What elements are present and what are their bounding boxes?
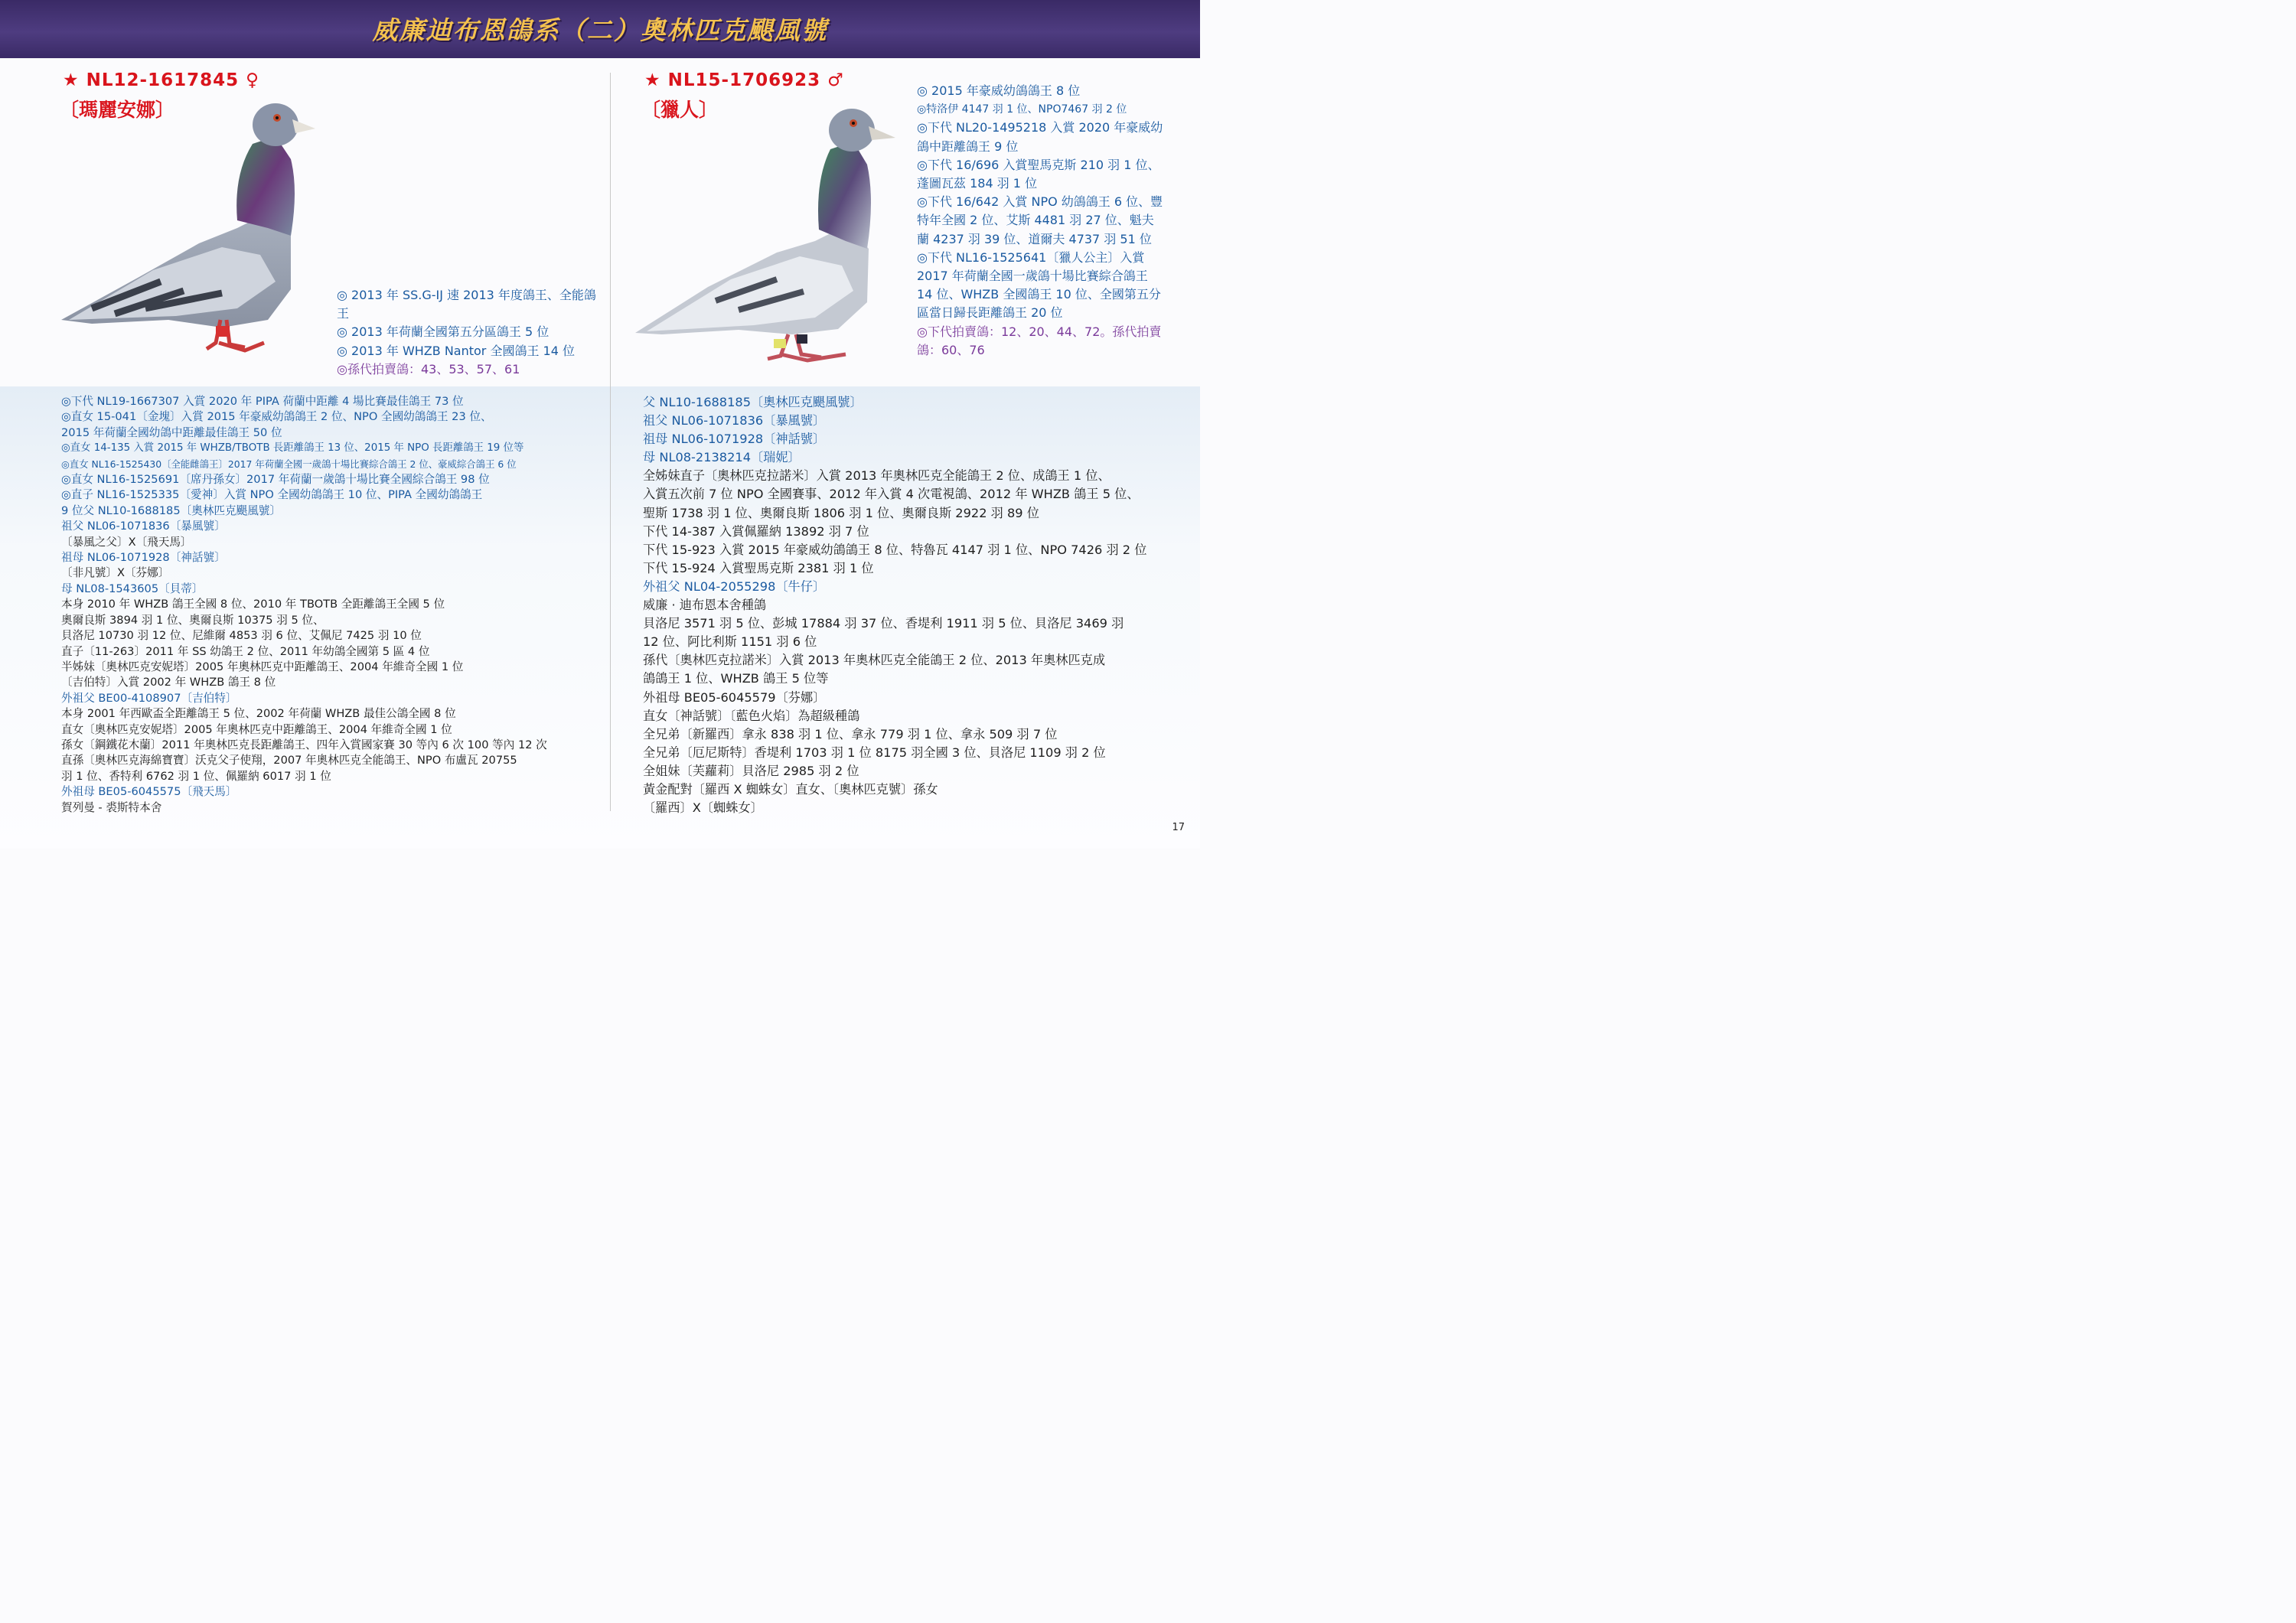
page-title: 威廉迪布恩鴿系（二）奧林匹克颶風號 [372, 15, 828, 45]
pedigree-line: 全姊妹直子〔奧林匹克拉諾米〕入賞 2013 年奧林匹克全能鴿王 2 位、成鴿王 1 位、 [643, 468, 1110, 484]
pedigree-line: 賀列曼 - 裘斯特本舍 [61, 800, 162, 814]
right-bird-name: 〔獵人〕 [641, 99, 719, 121]
left-bird-name: 〔瑪麗安娜〕 [60, 99, 175, 121]
pedigree-line: 母 NL08-2138214〔瑞妮〕 [643, 450, 801, 465]
pedigree-line: 外祖父 NL04-2055298〔牛仔〕 [643, 578, 826, 594]
pedigree-line: 入賞五次前 7 位 NPO 全國賽事、2012 年入賞 4 次電視鴿、2012 年 WHZB 鴿王 5 位、 [643, 487, 1140, 502]
pedigree-line: 直女〔神話號〕〔藍色火焰〕為超級種鴿 [643, 708, 860, 723]
right-achievement-line: ◎特洛伊 4147 羽 1 位、NPO7467 羽 2 位 [917, 103, 1127, 116]
pedigree-line: 直子〔11-263〕2011 年 SS 幼鴿王 2 位、2011 年幼鴿全國第 5 區 4 位 [61, 644, 430, 658]
pedigree-line: 外祖父 BE00-4108907〔吉伯特〕 [61, 691, 237, 705]
pedigree-line: 父 NL10-1688185〔奧林匹克颶風號〕 [643, 395, 863, 409]
pedigree-line: 外祖母 BE05-6045579〔芬娜〕 [643, 689, 826, 705]
pedigree-line: 羽 1 位、香特利 6762 羽 1 位、佩羅納 6017 羽 1 位 [61, 769, 331, 783]
pedigree-line: 〔非凡號〕X〔芬娜〕 [61, 566, 170, 580]
left-auction-line: ◎孫代拍賣鴿：43、53、57、61 [337, 361, 520, 376]
pedigree-line: 鴿鴿王 1 位、WHZB 鴿王 5 位等 [643, 671, 829, 686]
right-auction-line: ◎下代拍賣鴿：12、20、44、72。孫代拍賣鴿：60、76 [917, 324, 1162, 357]
right-achievement-line: ◎下代 16/696 入賞聖馬克斯 210 羽 1 位、蓬圖瓦茲 184 羽 1 位 [917, 157, 1160, 191]
pedigree-line: 下代 15-924 入賞聖馬克斯 2381 羽 1 位 [643, 560, 874, 575]
right-achievement-line: ◎ 2015 年豪威幼鴿鴿王 8 位 [917, 83, 1081, 98]
pedigree-line: 祖父 NL06-1071836〔暴風號〕 [643, 413, 826, 429]
pedigree-line: 貝洛尼 10730 羽 12 位、尼維爾 4853 羽 6 位、艾佩尼 7425 羽 10 位 [61, 629, 422, 643]
pedigree-line: 母 NL08-1543605〔貝蒂〕 [61, 582, 204, 595]
pedigree-line: 半姊妹〔奧林匹克安妮塔〕2005 年奧林匹克中距離鴿王、2004 年維奇全國 1 位 [61, 660, 464, 673]
pedigree-line: ◎直女 NL16-1525430〔全能雌鴿王〕2017 年荷蘭全國一歲鴿十場比賽綜合鴿王 2 位、豪威綜合鴿王 6 位 [61, 458, 517, 470]
pedigree-line: ◎下代 NL19-1667307 入賞 2020 年 PIPA 荷蘭中距離 4 場比賽最佳鴿王 73 位 [61, 395, 464, 408]
pedigree-line: 本身 2010 年 WHZB 鴿王全國 8 位、2010 年 TBOTB 全距離鴿王全國 5 位 [61, 598, 445, 611]
pedigree-line: 9 位父 NL10-1688185〔奧林匹克颶風號〕 [61, 504, 281, 517]
pedigree-line: 黃金配對〔羅西 X 蜘蛛女〕直女、〔奧林匹克號〕孫女 [643, 781, 938, 797]
pedigree-line: 全兄弟〔新羅西〕拿永 838 羽 1 位、拿永 779 羽 1 位、拿永 509 羽 7 位 [643, 726, 1058, 741]
pedigree-line: 貝洛尼 3571 羽 5 位、彭城 17884 羽 37 位、香堤利 1911 羽 5 位、貝洛尼 3469 羽 [643, 616, 1124, 631]
pedigree-line: 12 位、阿比利斯 1151 羽 6 位 [643, 634, 817, 650]
pedigree-line: 直女〔奧林匹克安妮塔〕2005 年奧林匹克中距離鴿王、2004 年維奇全國 1 位 [61, 722, 452, 736]
pedigree-line: ◎直女 14-135 入賞 2015 年 WHZB/TBOTB 長距離鴿王 13 位、2015 年 NPO 長距離鴿王 19 位等 [61, 442, 524, 455]
left-achievements [337, 286, 601, 379]
pedigree-line: 孫女〔鋼鐵花木蘭〕2011 年奧林匹克長距離鴿王、四年入賞國家賽 30 等內 6 次 100 等內 12 次 [61, 738, 547, 751]
pedigree-line: 下代 15-923 入賞 2015 年豪威幼鴿鴿王 8 位、特魯瓦 4147 羽 1 位、NPO 7426 羽 2 位 [643, 542, 1147, 557]
pedigree-line: 祖母 NL06-1071928〔神話號〕 [643, 432, 826, 447]
left-pedigree [61, 394, 597, 816]
left-achievement-line: ◎ 2013 年荷蘭全國第五分區鴿王 5 位 [337, 324, 550, 340]
pedigree-line: 孫代〔奧林匹克拉諾米〕入賞 2013 年奧林匹克全能鴿王 2 位、2013 年奧林匹克成 [643, 653, 1106, 668]
right-achievement-line: ◎下代 NL20-1495218 入賞 2020 年豪威幼鴿中距離鴿王 9 位 [917, 120, 1163, 154]
pedigree-line: 聖斯 1738 羽 1 位、奧爾良斯 1806 羽 1 位、奧爾良斯 2922 羽 89 位 [643, 505, 1039, 520]
pedigree-line: 外祖母 BE05-6045575〔飛天馬〕 [61, 785, 237, 799]
right-achievement-line: ◎下代 NL16-1525641〔獵人公主〕入賞 2017 年荷蘭全國一歲鴿十場比賽綜合鴿王 14 位、WHZB 全國鴿王 10 位、全國第五分區當日歸長距離鴿王 20 位 [917, 249, 1161, 321]
pedigree-line: 〔吉伯特〕入賞 2002 年 WHZB 鴿王 8 位 [61, 676, 276, 689]
header-banner [0, 0, 1200, 58]
pedigree-line: 2015 年荷蘭全國幼鴿中距離最佳鴿王 50 位 [61, 425, 282, 439]
pedigree-line: 全姐妹〔芙蘿莉〕貝洛尼 2985 羽 2 位 [643, 763, 859, 778]
pedigree-line: 〔羅西〕X〔蜘蛛女〕 [643, 800, 763, 816]
pedigree-line: ◎直女 15-041〔金塊〕入賞 2015 年豪威幼鴿鴿王 2 位、NPO 全國幼鴿鴿王 23 位、 [61, 410, 492, 424]
pedigree-line: ◎直子 NL16-1525335〔愛神〕入賞 NPO 全國幼鴿鴿王 10 位、PIPA 全國幼鴿鴿王 [61, 488, 483, 502]
right-achievements [917, 82, 1163, 360]
right-pigeon-photo [624, 96, 907, 371]
pedigree-line: 祖父 NL06-1071836〔暴風號〕 [61, 520, 226, 533]
left-achievement-line: ◎ 2013 年 SS.G-IJ 速 2013 年度鴿王、全能鴿王 [337, 288, 596, 321]
left-pigeon-photo [46, 90, 337, 373]
pedigree-line: 〔暴風之父〕X〔飛天馬〕 [61, 535, 192, 549]
right-ring-number: ★ NL15-1706923 ♂ [644, 70, 844, 90]
pedigree-line: 奧爾良斯 3894 羽 1 位、奧爾良斯 10375 羽 5 位、 [61, 613, 325, 627]
right-pedigree [643, 393, 1171, 817]
pedigree-line: 祖母 NL06-1071928〔神話號〕 [61, 551, 226, 565]
left-ring-number: ★ NL12-1617845 ♀ [63, 70, 259, 90]
pedigree-line: 全兄弟〔厄尼斯特〕香堤利 1703 羽 1 位 8175 羽全國 3 位、貝洛尼 1109 羽 2 位 [643, 745, 1106, 760]
pedigree-line: 本身 2001 年西歐盃全距離鴿王 5 位、2002 年荷蘭 WHZB 最佳公鴿全國 8 位 [61, 707, 456, 721]
column-divider [610, 73, 611, 811]
pedigree-line: 下代 14-387 入賞佩羅納 13892 羽 7 位 [643, 523, 869, 539]
right-achievement-line: ◎下代 16/642 入賞 NPO 幼鴿鴿王 6 位、豐特年全國 2 位、艾斯 4481 羽 27 位、魁夫蘭 4237 羽 39 位、道爾夫 4737 羽 51 位 [917, 194, 1163, 246]
pedigree-line: 威廉 · 迪布恩本舍種鴿 [643, 598, 767, 613]
page-number: 17 [1172, 822, 1185, 833]
pedigree-line: 直孫〔奧林匹克海綿寶寶〕沃克父子使翔，2007 年奧林匹克全能鴿王、NPO 布盧瓦 20755 [61, 754, 517, 768]
left-achievement-line: ◎ 2013 年 WHZB Nantor 全國鴿王 14 位 [337, 343, 575, 358]
pedigree-line: ◎直女 NL16-1525691〔席丹孫女〕2017 年荷蘭一歲鴿十場比賽全國綜合鴿王 98 位 [61, 473, 490, 487]
